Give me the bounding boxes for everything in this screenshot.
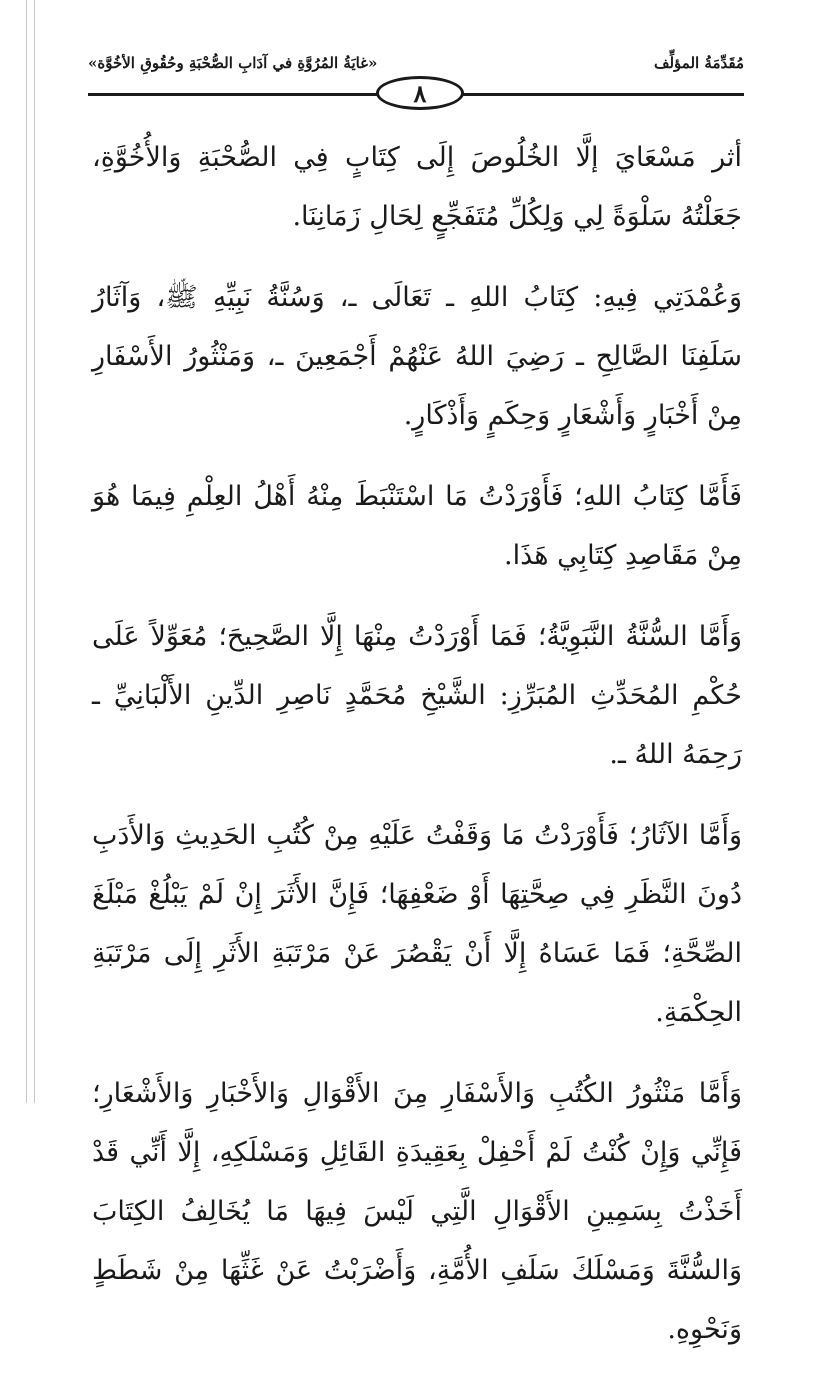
page-header	[88, 52, 744, 74]
page-body	[92, 128, 742, 1381]
section-title: مُقَدِّمَةُ المؤلِّف	[653, 54, 744, 72]
paragraph-intro: أثر مَسْعَايَ إلَّا الخُلُوصَ إِلَى كِتَابٍ فِي الصُّحْبَةِ وَالأُخُوَّةِ، جَعَلْتُهُ سَلْوَةً لِي وَلِكُلِّ مُتَفَجِّعٍ لِحَالِ زَمَانِنَا.	[92, 142, 742, 232]
page-number	[376, 76, 464, 110]
paragraph-sunnah: وَأَمَّا السُّنَّةُ النَّبَوِيَّةُ؛ فَمَا أَوْرَدْتُ مِنْهَا إِلَّا الصَّحِيحَ؛ مُعَوِّلاً عَلَى حُكْمِ المُحَدِّثِ المُبَرِّزِ: الشَّيْخِ مُحَمَّدٍ نَاصِرِ الدِّينِ الأَلْبَانِيِّ ـ رَحِمَهُ اللهُ ـ.	[92, 621, 742, 770]
paragraph-quran: فَأَمَّا كِتَابُ اللهِ؛ فَأَوْرَدْتُ مَا اسْتَنْبَطَ مِنْهُ أَهْلُ العِلْمِ فِيمَا هُوَ مِنْ مَقَاصِدِ كِتَابِي هَذَا.	[92, 481, 742, 571]
book-title: «غايَةُ المُرُوَّةِ في آدَابِ الصُّحْبَةِ وحُقُوقِ الأخُوَّة»	[88, 54, 378, 72]
paragraph-athar: وَأَمَّا الآثَارُ؛ فَأَوْرَدْتُ مَا وَقَفْتُ عَلَيْهِ مِنْ كُتُبِ الحَدِيثِ وَالأَدَبِ دُونَ النَّظَرِ فِي صِحَّتِهَا أَوْ ضَعْفِهَا؛ فَإِنَّ الأَثَرَ إِنْ لَمْ يَبْلُغْ مَبْلَغَ الصِّحَّةِ؛ فَمَا عَسَاهُ إِلَّا أَنْ يَقْصُرَ عَنْ مَرْتَبَةِ الأَثَرِ إِلَى مَرْتَبَةِ الحِكْمَةِ.	[92, 820, 742, 1028]
page-number-text: ٨	[413, 78, 427, 108]
scan-margin-line	[34, 0, 35, 1103]
paragraph-manthur: وَأَمَّا مَنْثُورُ الكُتُبِ وَالأَسْفَارِ مِنَ الأَقْوَالِ وَالأَخْبَارِ وَالأَشْعَارِ؛ فَإِنِّي وَإِنْ كُنْتُ لَمْ أَحْفِلْ بِعَقِيدَةِ القَائِلِ وَمَسْلَكِهِ، إِلَّا أَنِّي قَدْ أَخَذْتُ بِسَمِينِ الأَقْوَالِ الَّتِي لَيْسَ فِيهَا مَا يُخَالِفُ الكِتَابَ وَالسُّنَّةَ وَمَسْلَكَ سَلَفِ الأُمَّةِ، وَأَضْرَبْتُ عَنْ غَثِّهَا مِنْ شَطَطٍ وَنَحْوِهِ.	[92, 1078, 742, 1345]
scan-margin-line	[26, 0, 27, 1103]
paragraph-sources: وَعُمْدَتِي فِيهِ: كِتَابُ اللهِ ـ تَعَالَى ـ، وَسُنَّةُ نَبِيِّهِ ﷺ، وَآثَارُ سَلَفِنَا الصَّالِحِ ـ رَضِيَ اللهُ عَنْهُمْ أَجْمَعِينَ ـ، وَمَنْثُورُ الأَسْفَارِ مِنْ أَخْبَارٍ وَأَشْعَارٍ وَحِكَمٍ وَأَذْكَارٍ.	[92, 282, 742, 431]
